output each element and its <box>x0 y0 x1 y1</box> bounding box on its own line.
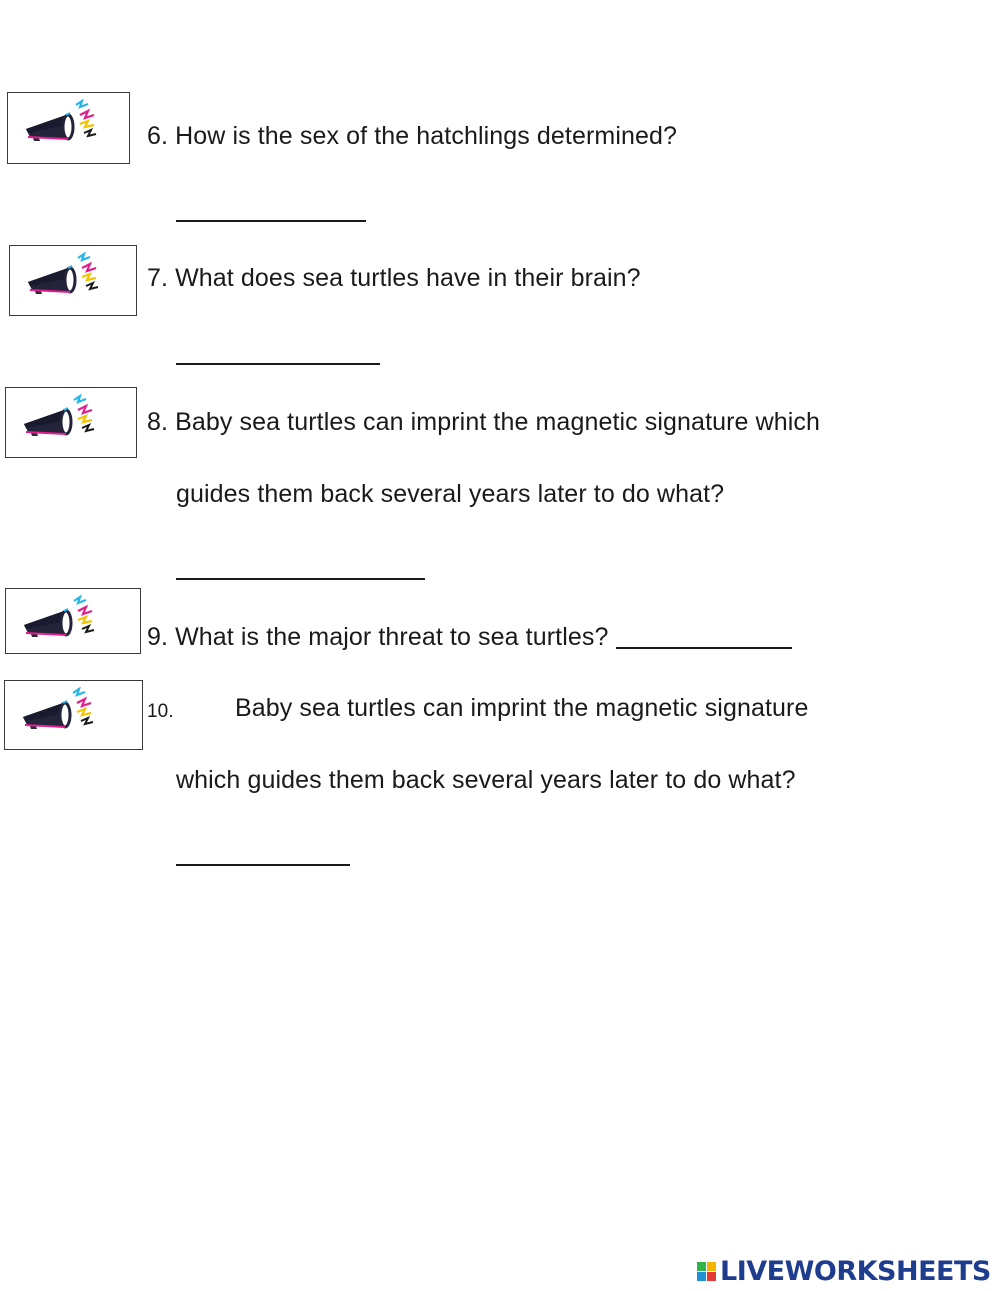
question-8-line-1: 8. Baby sea turtles can imprint the magnetic signature which <box>147 408 821 436</box>
audio-button-q7[interactable] <box>9 245 137 316</box>
megaphone-icon <box>24 252 104 300</box>
question-9-row <box>147 622 792 652</box>
answer-field-q10[interactable] <box>176 864 350 866</box>
liveworksheets-logo <box>697 1256 991 1286</box>
megaphone-icon <box>22 99 102 147</box>
audio-button-q9[interactable] <box>5 588 141 654</box>
question-8-line-2: guides them back several years later to do what? <box>176 480 725 508</box>
question-10-line-1: Baby sea turtles can imprint the magnetic signature <box>235 694 809 722</box>
audio-button-q6[interactable] <box>7 92 130 164</box>
answer-field-q7[interactable] <box>176 363 380 365</box>
megaphone-icon <box>20 394 100 442</box>
answer-field-q8[interactable] <box>176 578 425 580</box>
question-10-number: 10. <box>147 701 174 722</box>
question-10-line-2: which guides them back several years later to do what? <box>176 766 796 794</box>
audio-button-q8[interactable] <box>5 387 137 458</box>
audio-button-q10[interactable] <box>4 680 143 750</box>
logo-blocks-icon <box>697 1262 716 1281</box>
question-6-text: 6. How is the sex of the hatchlings determined? <box>147 122 677 150</box>
answer-field-q6[interactable] <box>176 220 366 222</box>
megaphone-icon <box>19 687 99 735</box>
question-7-text: 7. What does sea turtles have in their brain? <box>147 264 641 292</box>
answer-field-q9[interactable] <box>616 647 792 649</box>
logo-text: LIVEWORKSHEETS <box>720 1255 991 1287</box>
question-9-text: 9. What is the major threat to sea turtles? <box>147 623 609 651</box>
megaphone-icon <box>20 595 100 643</box>
